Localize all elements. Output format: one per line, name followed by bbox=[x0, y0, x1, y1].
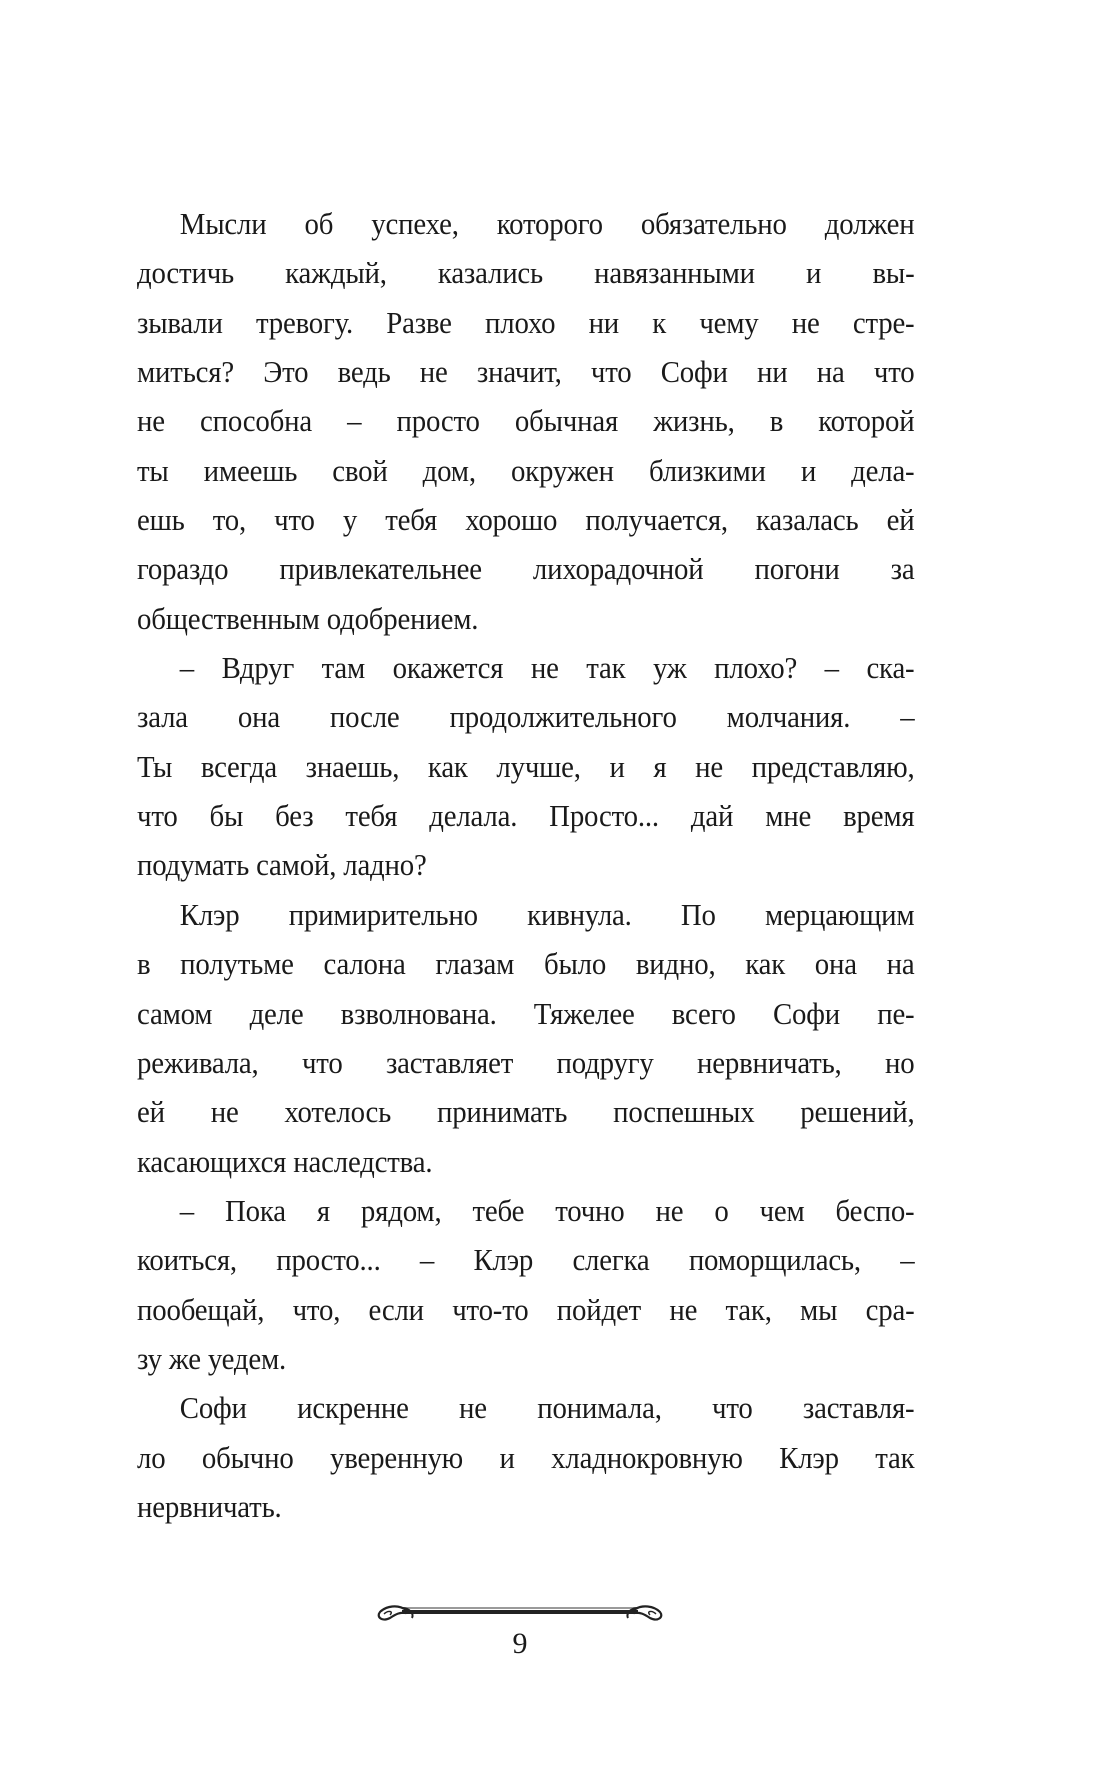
text-line: ло обычно уверенную и хладнокровную Клэр так bbox=[137, 1439, 915, 1475]
text-line: зывали тревогу. Разве плохо ни к чему не стре- bbox=[137, 304, 915, 340]
text-line: коиться, просто... – Клэр слегка поморщилась, – bbox=[137, 1242, 915, 1278]
text-line: Ты всегда знаешь, как лучше, и я не представляю, bbox=[137, 748, 915, 784]
text-line: Клэр примирительно кивнула. По мерцающим bbox=[179, 896, 915, 932]
paragraph bbox=[137, 1383, 915, 1531]
text-line: зала она после продолжительного молчания. – bbox=[137, 699, 915, 735]
text-line: самом деле взволнована. Тяжелее всего Софи пе- bbox=[137, 995, 915, 1031]
page-number: 9 bbox=[512, 1627, 528, 1660]
page-body bbox=[137, 199, 915, 1531]
text-line: общественным одобрением. bbox=[137, 600, 479, 636]
text-line: гораздо привлекательнее лихорадочной погони за bbox=[137, 551, 915, 587]
text-line: реживала, что заставляет подругу нервничать, но bbox=[137, 1044, 915, 1080]
paragraph bbox=[137, 199, 915, 643]
text-line: достичь каждый, казались навязанными и вы- bbox=[137, 255, 915, 291]
text-line: миться? Это ведь не значит, что Софи ни на что bbox=[137, 354, 915, 390]
text-line: в полутьме салона глазам было видно, как она на bbox=[137, 946, 915, 982]
text-line: Мысли об успехе, которого обязательно должен bbox=[179, 206, 915, 241]
text-line: зу же уедем. bbox=[137, 1340, 287, 1376]
paragraph bbox=[137, 890, 915, 1186]
text-line: пообещай, что, если что-то пойдет не так, мы сра- bbox=[137, 1291, 915, 1327]
text-line: ешь то, что у тебя хорошо получается, казалась ей bbox=[137, 502, 915, 538]
text-line: касающихся наследства. bbox=[137, 1143, 433, 1179]
text-line: ты имеешь свой дом, окружен близкими и дела- bbox=[137, 452, 915, 488]
text-line: что бы без тебя делала. Просто... дай мне время bbox=[137, 798, 915, 834]
text-line: нервничать. bbox=[137, 1488, 282, 1524]
text-line: подумать самой, ладно? bbox=[137, 847, 427, 883]
paragraph bbox=[137, 1186, 915, 1383]
text-line: Софи искренне не понимала, что заставля- bbox=[179, 1390, 915, 1426]
text-line: ей не хотелось принимать поспешных решений, bbox=[137, 1094, 915, 1130]
flourish-rule-icon bbox=[376, 1596, 664, 1630]
paragraph bbox=[137, 643, 915, 890]
text-line: – Вдруг там окажется не так уж плохо? – ска- bbox=[179, 650, 915, 686]
text-line: – Пока я рядом, тебе точно не о чем беспо- bbox=[179, 1192, 915, 1228]
text-line: не способна – просто обычная жизнь, в которой bbox=[137, 403, 915, 439]
